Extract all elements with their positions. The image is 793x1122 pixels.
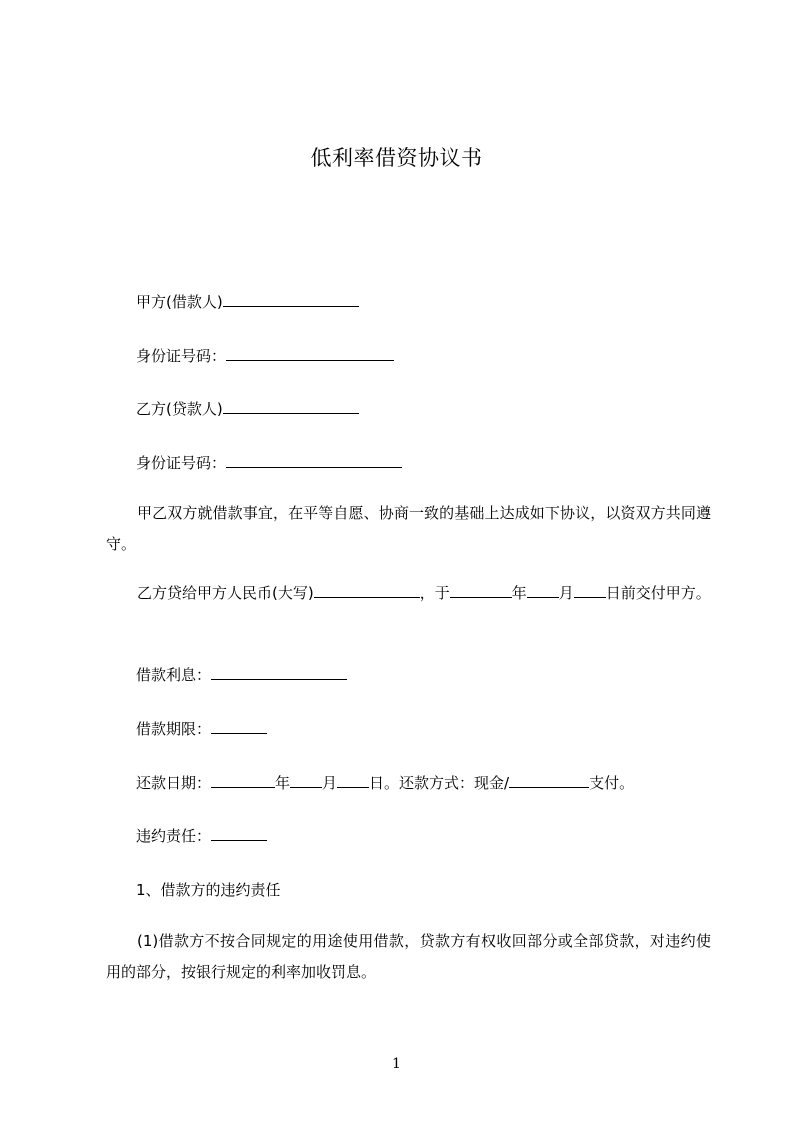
- loan-paragraph: [106, 578, 711, 609]
- interest-label: 借款利息：: [136, 666, 212, 684]
- loan-month-blank[interactable]: [527, 583, 559, 598]
- party-b-id-blank[interactable]: [226, 453, 402, 468]
- breach-blank[interactable]: [211, 826, 267, 841]
- loan-year-blank[interactable]: [450, 583, 512, 598]
- loan-text-2: ，于: [419, 584, 450, 602]
- repay-line: [136, 773, 634, 793]
- loan-text-1: 乙方贷给甲方人民币(大写): [137, 584, 314, 602]
- repay-day-method: 日。还款方式：现金/: [369, 774, 510, 792]
- party-a-line: [136, 292, 359, 312]
- breach-line: [136, 826, 267, 846]
- party-b-blank[interactable]: [223, 399, 359, 414]
- breach-section-1: 1、借款方的违约责任: [136, 881, 281, 899]
- term-blank[interactable]: [211, 719, 267, 734]
- repay-year-label: 年: [275, 774, 291, 792]
- repay-method-blank[interactable]: [509, 773, 589, 788]
- breach-label: 违约责任：: [136, 827, 212, 845]
- repay-month-blank[interactable]: [290, 773, 322, 788]
- loan-text-3: 日前交付甲方。: [605, 584, 711, 602]
- repay-month-label: 月: [322, 774, 338, 792]
- repay-pay-label: 支付。: [589, 774, 635, 792]
- intro-paragraph: 甲乙双方就借款事宜，在平等自愿、协商一致的基础上达成如下协议，以资双方共同遵守。: [106, 504, 711, 553]
- loan-day-blank[interactable]: [574, 583, 606, 598]
- interest-blank[interactable]: [211, 665, 347, 680]
- party-a-id-label: 身份证号码：: [136, 347, 227, 365]
- breach-item-1: (1)借款方不按合同规定的用途使用借款，贷款方有权收回部分或全部贷款，对违约使用的部分，按银行规定的利率加收罚息。: [106, 932, 711, 981]
- party-b-label: 乙方(贷款人): [136, 400, 223, 418]
- document-title: 低利率借资协议书: [310, 146, 483, 170]
- interest-line: [136, 665, 347, 685]
- party-b-line: [136, 399, 359, 419]
- party-b-id-line: [136, 453, 402, 473]
- loan-month-label: 月: [558, 584, 574, 602]
- loan-year-label: 年: [511, 584, 527, 602]
- repay-label: 还款日期：: [136, 774, 212, 792]
- party-a-id-blank[interactable]: [226, 346, 394, 361]
- repay-year-blank[interactable]: [211, 773, 275, 788]
- party-a-label: 甲方(借款人): [136, 293, 223, 311]
- page-number: 1: [392, 1056, 401, 1072]
- loan-amount-blank[interactable]: [314, 583, 420, 598]
- term-label: 借款期限：: [136, 720, 212, 738]
- party-a-blank[interactable]: [223, 292, 359, 307]
- party-a-id-line: [136, 346, 394, 366]
- term-line: [136, 719, 267, 739]
- party-b-id-label: 身份证号码：: [136, 454, 227, 472]
- repay-day-blank[interactable]: [337, 773, 369, 788]
